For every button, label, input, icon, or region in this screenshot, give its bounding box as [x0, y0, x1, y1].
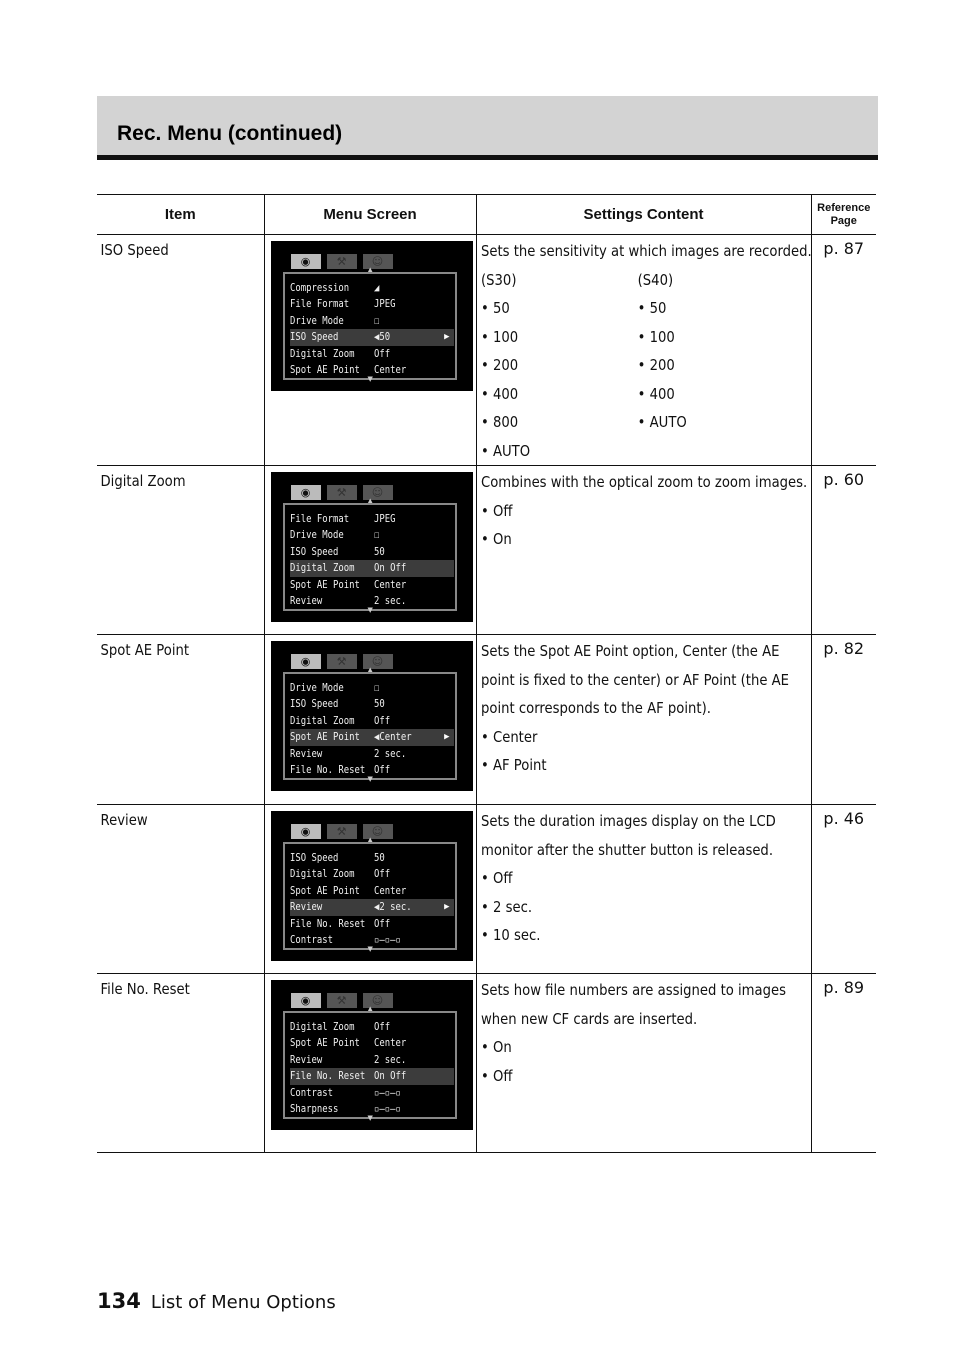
settings-option-pair: [481, 323, 768, 352]
reference-cell: [811, 635, 876, 805]
scroll-down-icon: ▼: [367, 945, 373, 953]
column-header-menu-screen: Menu Screen: [264, 195, 476, 235]
lcd-tabs: [291, 654, 393, 669]
settings-line: monitor after the shutter button is released.: [480, 840, 773, 859]
lcd-menu-value: 2 sec.: [373, 747, 406, 760]
lcd-menu-label: File No. Reset: [289, 917, 365, 930]
settings-cell: [476, 974, 811, 1153]
lcd-menu-row: [290, 577, 454, 593]
lcd-menu-row: [290, 729, 454, 745]
lcd-menu-label: Digital Zoom: [289, 562, 354, 575]
lcd-menu-label: ISO Speed: [289, 331, 338, 344]
scroll-down-icon: ▼: [367, 1114, 373, 1122]
lcd-menu-label: Drive Mode: [289, 682, 344, 694]
lcd-menu-value: 50: [373, 545, 385, 558]
settings-line: point is fixed to the center) or AF Point (the AE: [480, 670, 789, 689]
footer-section-title: List of Menu Options: [150, 1292, 336, 1313]
lcd-menu-value: ◀2 sec.: [373, 901, 412, 914]
reference-label: Reference: [817, 201, 871, 214]
column-header-item: Item: [97, 195, 264, 235]
lcd-menu-label: ISO Speed: [289, 545, 338, 558]
lcd-menu-label: Digital Zoom: [289, 868, 354, 881]
scroll-up-icon: ▲: [367, 836, 373, 844]
table-row: [97, 635, 876, 805]
settings-line: • Off: [480, 869, 512, 887]
settings-line: • On: [480, 530, 512, 548]
lcd-menu-row: [290, 296, 454, 312]
lcd-menu-row: [290, 746, 454, 762]
lcd-menu-value: 50: [373, 852, 385, 864]
lcd-menu-row: [290, 1035, 454, 1051]
item-name: File No. Reset: [100, 980, 190, 998]
reference-page: p. 89: [823, 978, 865, 997]
lcd-tabs: [291, 254, 393, 269]
lcd-menu-panel: [283, 672, 457, 780]
scroll-down-icon: ▼: [367, 775, 373, 783]
settings-line: • On: [480, 1038, 512, 1056]
lcd-menu-row: [290, 1085, 454, 1101]
table-row: [97, 974, 876, 1153]
lcd-menu-value: Off: [373, 868, 390, 881]
item-cell: [97, 635, 264, 805]
tools-icon: ⚒: [327, 824, 357, 839]
page-footer: [97, 1289, 336, 1313]
lcd-menu-value: ☐: [373, 682, 379, 694]
settings-line: Sets the duration images display on the LCD: [480, 812, 776, 830]
settings-line: • AF Point: [480, 756, 547, 774]
s40-option: • 50: [637, 299, 666, 317]
reference-page: p. 82: [823, 639, 865, 658]
scroll-up-icon: ▲: [367, 666, 373, 674]
item-name: Digital Zoom: [100, 472, 186, 490]
reference-page: p. 87: [823, 239, 865, 258]
reference-page: p. 46: [823, 809, 865, 828]
lcd-menu-value: Off: [373, 1021, 390, 1033]
camera-icon: ◉: [291, 254, 321, 269]
s30-option: (S30): [480, 270, 516, 289]
person-icon: ☺: [363, 254, 393, 269]
s40-option: • 200: [637, 356, 675, 374]
scroll-down-icon: ▼: [367, 375, 373, 383]
arrow-right-icon: ▶: [444, 902, 450, 913]
menu-screen-cell: [264, 635, 476, 805]
table-header-row: [97, 195, 876, 235]
lcd-menu-panel: [283, 842, 457, 950]
lcd-menu-row: [290, 527, 454, 543]
reference-cell: [811, 805, 876, 974]
camera-icon: ◉: [291, 654, 321, 669]
lcd-menu-row: [290, 916, 454, 932]
lcd-menu-screenshot: [271, 811, 473, 961]
tools-icon: ⚒: [327, 993, 357, 1008]
reference-cell: [811, 235, 876, 466]
lcd-menu-row: [290, 883, 454, 899]
item-name: Spot AE Point: [100, 641, 190, 659]
s30-option: • 800: [480, 413, 518, 431]
reference-cell: [811, 974, 876, 1153]
menu-screen-cell: [264, 466, 476, 635]
lcd-menu-value: 2 sec.: [373, 594, 406, 607]
lcd-menu-value: Off: [373, 714, 390, 727]
lcd-menu-value: ☐: [373, 529, 379, 542]
lcd-tabs: [291, 824, 393, 839]
item-cell: [97, 974, 264, 1153]
table-row: [97, 235, 876, 466]
lcd-menu-label: File No. Reset: [289, 1070, 365, 1083]
table-row: [97, 466, 876, 635]
lcd-menu-value: Off: [373, 763, 390, 776]
menu-options-table: [97, 194, 876, 1153]
camera-icon: ◉: [291, 993, 321, 1008]
lcd-menu-screenshot: [271, 980, 473, 1130]
lcd-tabs: [291, 993, 393, 1008]
lcd-tabs: [291, 485, 393, 500]
table-row: [97, 805, 876, 974]
item-cell: [97, 235, 264, 466]
lcd-menu-panel: [283, 503, 457, 611]
scroll-up-icon: ▲: [367, 1005, 373, 1013]
person-icon: ☺: [363, 654, 393, 669]
settings-line: Sets the Spot AE Point option, Center (the AE: [480, 642, 779, 660]
lcd-menu-label: Review: [289, 747, 322, 760]
lcd-menu-label: File Format: [289, 298, 349, 311]
lcd-menu-label: Spot AE Point: [289, 884, 360, 897]
lcd-menu-label: File Format: [289, 513, 349, 525]
section-title: Rec. Menu (continued): [117, 122, 343, 145]
lcd-menu-label: Contrast: [289, 933, 333, 946]
lcd-menu-label: Digital Zoom: [289, 714, 354, 727]
lcd-menu-row: [290, 346, 454, 362]
lcd-menu-value: ◢: [373, 282, 379, 294]
lcd-menu-row: [290, 850, 454, 866]
person-icon: ☺: [363, 485, 393, 500]
lcd-menu-value: ▫–▫–▫: [373, 1086, 401, 1099]
lcd-menu-row: [290, 544, 454, 560]
lcd-menu-value: Off: [373, 917, 390, 930]
lcd-menu-label: Review: [289, 1053, 322, 1066]
tools-icon: ⚒: [327, 654, 357, 669]
settings-option-pair: [481, 351, 768, 380]
s30-option: • 200: [480, 356, 518, 374]
lcd-menu-label: ISO Speed: [289, 698, 338, 711]
column-header-settings: Settings Content: [476, 195, 811, 235]
lcd-menu-value: Center: [373, 578, 406, 591]
lcd-menu-value: 2 sec.: [373, 1053, 406, 1066]
s40-option: • 100: [637, 327, 675, 346]
lcd-menu-panel: [283, 1011, 457, 1119]
s40-option: • 400: [637, 384, 675, 403]
lcd-menu-value: Center: [373, 363, 406, 376]
settings-line: • 2 sec.: [480, 897, 532, 916]
scroll-up-icon: ▲: [367, 266, 373, 274]
lcd-menu-screenshot: [271, 472, 473, 622]
lcd-menu-label: Contrast: [289, 1086, 333, 1099]
lcd-menu-row: [290, 313, 454, 329]
settings-cell: [476, 805, 811, 974]
menu-screen-cell: [264, 805, 476, 974]
settings-cell: [476, 635, 811, 805]
settings-line: Sets how file numbers are assigned to images: [480, 981, 786, 999]
lcd-menu-label: Digital Zoom: [289, 347, 354, 360]
lcd-menu-value: 50: [373, 698, 385, 711]
settings-line: when new CF cards are inserted.: [480, 1009, 697, 1028]
item-name: Review: [100, 811, 148, 829]
lcd-menu-row: [290, 511, 454, 527]
lcd-menu-value: JPEG: [373, 298, 396, 311]
lcd-menu-row: [290, 680, 454, 696]
lcd-menu-value: ◀Center: [373, 731, 412, 744]
lcd-menu-value: On Off: [373, 1070, 406, 1083]
lcd-menu-label: Drive Mode: [289, 529, 344, 542]
page-label: Page: [830, 214, 857, 227]
lcd-menu-row: [290, 1019, 454, 1035]
lcd-menu-label: Drive Mode: [289, 314, 344, 327]
person-icon: ☺: [363, 824, 393, 839]
s30-option: • 400: [480, 384, 518, 403]
arrow-right-icon: ▶: [444, 732, 450, 743]
settings-line: Sets the sensitivity at which images are recorded.: [480, 242, 812, 260]
lcd-menu-row: [290, 560, 454, 576]
tools-icon: ⚒: [327, 485, 357, 500]
settings-option-pair: [481, 408, 768, 437]
lcd-menu-row: [290, 1068, 454, 1084]
s30-option: • 50: [480, 299, 510, 317]
tools-icon: ⚒: [327, 254, 357, 269]
lcd-menu-panel: [283, 272, 457, 380]
s40-option: (S40): [637, 270, 673, 289]
lcd-menu-value: Center: [373, 1037, 406, 1050]
settings-cell: [476, 466, 811, 635]
lcd-menu-label: Sharpness: [289, 1102, 338, 1115]
page-number: 134: [97, 1289, 141, 1313]
settings-line: • Off: [480, 501, 512, 520]
s30-option: • 100: [480, 327, 518, 346]
lcd-menu-value: ▫–▫–▫: [373, 1102, 401, 1115]
lcd-menu-value: Center: [373, 884, 406, 897]
lcd-menu-row: [290, 1052, 454, 1068]
settings-option-pair: [481, 380, 768, 409]
scroll-down-icon: ▼: [367, 606, 373, 614]
lcd-menu-screenshot: [271, 241, 473, 391]
lcd-menu-screenshot: [271, 641, 473, 791]
lcd-menu-label: Spot AE Point: [289, 578, 360, 591]
settings-line: • AUTO: [480, 441, 530, 460]
settings-option-pair: [481, 266, 768, 295]
s40-option: • AUTO: [637, 413, 687, 431]
lcd-menu-row: [290, 866, 454, 882]
reference-cell: [811, 466, 876, 635]
lcd-menu-label: Compression: [289, 282, 349, 294]
lcd-menu-row: [290, 329, 454, 345]
settings-line: Combines with the optical zoom to zoom images.: [480, 473, 807, 491]
lcd-menu-label: Spot AE Point: [289, 363, 360, 376]
camera-icon: ◉: [291, 824, 321, 839]
lcd-menu-row: [290, 696, 454, 712]
lcd-menu-label: Review: [289, 594, 322, 607]
lcd-menu-row: [290, 280, 454, 296]
item-cell: [97, 466, 264, 635]
lcd-menu-row: [290, 899, 454, 915]
lcd-menu-label: Digital Zoom: [289, 1021, 354, 1033]
person-icon: ☺: [363, 993, 393, 1008]
reference-page: p. 60: [823, 470, 865, 489]
menu-screen-cell: [264, 235, 476, 466]
item-name: ISO Speed: [100, 241, 169, 259]
settings-line: • Off: [480, 1066, 512, 1085]
arrow-right-icon: ▶: [444, 332, 450, 343]
lcd-menu-value: Off: [373, 347, 390, 360]
lcd-menu-value: JPEG: [373, 513, 396, 525]
item-cell: [97, 805, 264, 974]
settings-cell: [476, 235, 811, 466]
settings-line: point corresponds to the AF point).: [480, 699, 711, 717]
lcd-menu-value: ◀50: [373, 331, 390, 344]
lcd-menu-row: [290, 713, 454, 729]
menu-screen-cell: [264, 974, 476, 1153]
lcd-menu-label: File No. Reset: [289, 763, 365, 776]
camera-icon: ◉: [291, 485, 321, 500]
lcd-menu-value: ☐: [373, 314, 379, 327]
column-header-reference: [811, 195, 876, 235]
section-header: [97, 96, 878, 160]
lcd-menu-label: Spot AE Point: [289, 731, 360, 744]
scroll-up-icon: ▲: [367, 497, 373, 505]
lcd-menu-value: On Off: [373, 562, 406, 575]
settings-line: • 10 sec.: [480, 926, 540, 944]
settings-line: • Center: [480, 727, 537, 746]
lcd-menu-value: ▫–▫–▫: [373, 933, 401, 946]
settings-option-pair: [481, 294, 768, 323]
lcd-menu-label: Spot AE Point: [289, 1037, 360, 1050]
lcd-menu-label: ISO Speed: [289, 852, 338, 864]
lcd-menu-label: Review: [289, 901, 322, 914]
